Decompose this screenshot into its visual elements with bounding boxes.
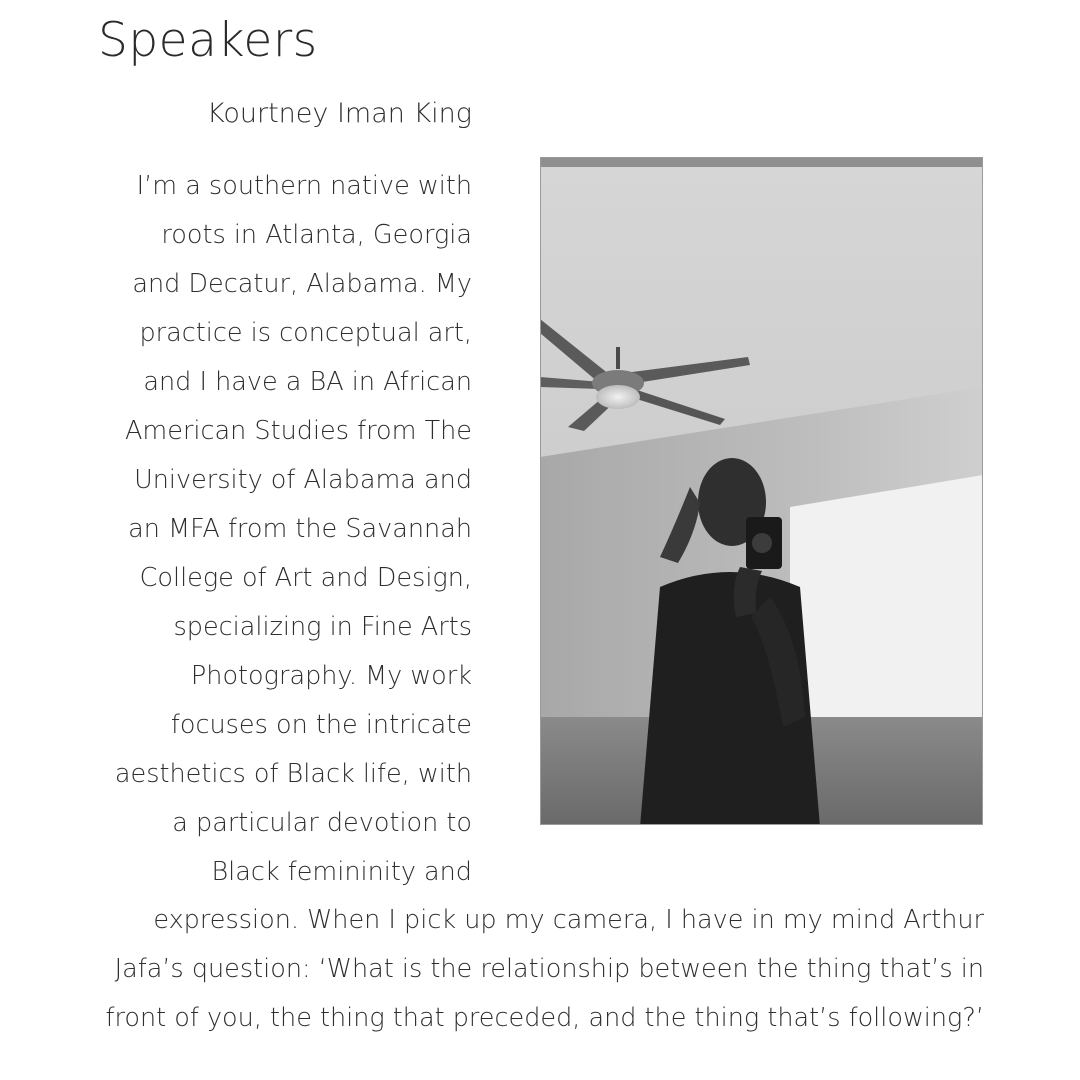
bio-line: Photography. My work [190, 661, 472, 691]
bio-line: a particular devotion to [172, 808, 472, 838]
bio-line: aesthetics of Black life, with [114, 759, 472, 789]
bio-line: I’m a southern native with [136, 171, 472, 201]
bio-line: University of Alabama and [134, 465, 472, 495]
bio-line: Black femininity and [211, 857, 472, 887]
bio-line: focuses on the intricate [170, 710, 472, 740]
bio-line: practice is conceptual art, [139, 318, 472, 348]
page-title: Speakers [98, 13, 318, 68]
bio-line: Jafa’s question: ‘What is the relationship between the thing that’s in [114, 954, 984, 984]
bio-line: American Studies from The [124, 416, 472, 446]
speaker-bio-wide [106, 896, 984, 1043]
speaker-name: Kourtney Iman King [207, 98, 472, 129]
speaker-photo [540, 157, 983, 825]
speaker-bio-column [115, 162, 472, 897]
bio-line: and Decatur, Alabama. My [132, 269, 472, 299]
bio-line: specializing in Fine Arts [173, 612, 472, 642]
bio-line: College of Art and Design, [139, 563, 472, 593]
bio-line: expression. When I pick up my camera, I have in my mind Arthur [153, 905, 984, 935]
bio-line: front of you, the thing that preceded, and the thing that’s following?’ [105, 1003, 984, 1033]
bio-line: an MFA from the Savannah [128, 514, 472, 544]
bio-line: roots in Atlanta, Georgia [161, 220, 472, 250]
bio-line: and I have a BA in African [143, 367, 472, 397]
